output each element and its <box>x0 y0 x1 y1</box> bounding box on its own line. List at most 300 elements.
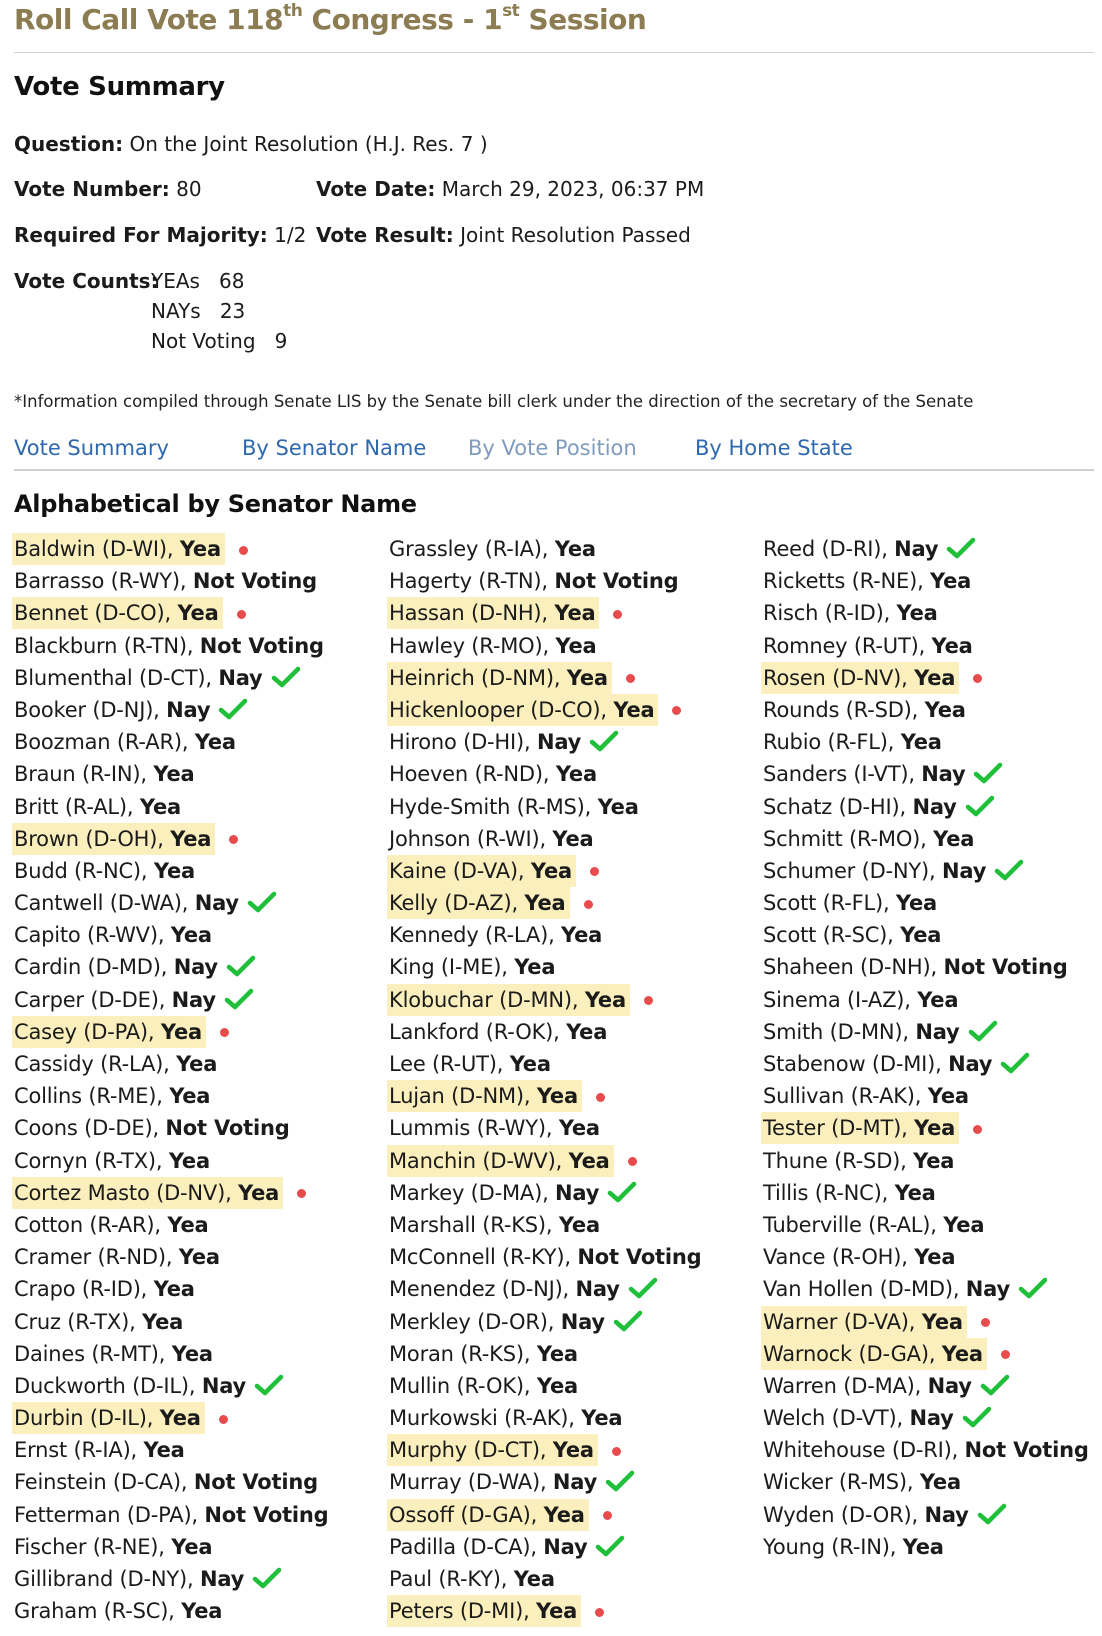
count-label: YEAs <box>151 269 200 293</box>
senator-name: Romney (R-UT), <box>763 633 932 658</box>
senator-name: Brown (D-OH), <box>14 826 171 851</box>
vote-position: Yea <box>558 1116 600 1141</box>
senator-entry <box>12 855 199 887</box>
senator-row <box>389 1306 705 1338</box>
senator-name: Tuberville (R-AL), <box>763 1212 944 1237</box>
senator-name: Bennet (D-CO), <box>14 601 178 626</box>
senator-row <box>389 1145 705 1177</box>
senator-row <box>14 1048 333 1080</box>
senator-name: Marshall (R-KS), <box>389 1212 559 1237</box>
checkmark-icon <box>1018 1277 1048 1299</box>
senator-row <box>763 1273 1093 1305</box>
checkmark-icon <box>226 955 256 977</box>
vote-position: Nay <box>166 697 211 722</box>
senator-name: Manchin (D-WV), <box>389 1148 569 1173</box>
count-label: Not Voting <box>151 329 256 353</box>
senator-row <box>389 1048 705 1080</box>
senator-row <box>763 1370 1093 1402</box>
senator-row <box>14 984 333 1016</box>
senator-name: Scott (R-SC), <box>763 923 901 948</box>
senator-name: Ricketts (R-NE), <box>763 569 931 594</box>
vote-position: Yea <box>524 891 566 916</box>
senator-entry <box>12 1080 214 1112</box>
senator-entry <box>12 1241 224 1273</box>
checkmark-icon <box>973 762 1003 784</box>
checkmark-icon <box>628 1277 658 1299</box>
vote-date-row <box>316 177 704 201</box>
senator-name: Murphy (D-CT), <box>389 1438 553 1463</box>
vote-position: Yea <box>552 826 594 851</box>
tab-by-senator-name[interactable]: By Senator Name <box>242 436 427 460</box>
vote-position: Yea <box>543 1502 585 1527</box>
vote-position: Yea <box>536 1373 578 1398</box>
senator-row <box>389 1177 705 1209</box>
count-nays <box>151 299 245 323</box>
senator-name: Cruz (R-TX), <box>14 1309 143 1334</box>
senator-entry <box>761 1112 959 1144</box>
vote-position: Yea <box>894 1180 936 1205</box>
vote-position: Yea <box>941 1341 983 1366</box>
vote-position: Yea <box>568 1148 610 1173</box>
senator-name: Wicker (R-MS), <box>763 1470 920 1495</box>
red-dot-marker <box>595 1608 604 1617</box>
vote-result-value: Joint Resolution Passed <box>460 223 691 247</box>
senator-row <box>389 1563 705 1595</box>
vote-position: Yea <box>555 633 597 658</box>
senator-row <box>389 919 705 951</box>
senator-entry <box>387 1402 626 1434</box>
senator-row <box>389 597 705 629</box>
red-dot-marker <box>596 1093 605 1102</box>
senator-name: Kennedy (R-LA), <box>389 923 562 948</box>
senator-row <box>14 1499 333 1531</box>
senator-name: Paul (R-KY), <box>389 1567 514 1591</box>
vote-position: Yea <box>153 1277 195 1302</box>
senator-row <box>763 1531 1093 1563</box>
senator-row <box>763 823 1093 855</box>
vote-position: Yea <box>927 1084 969 1109</box>
vote-position: Yea <box>919 1470 961 1495</box>
senator-name: Ernst (R-IA), <box>14 1438 144 1463</box>
senator-name: Hirono (D-HI), <box>389 730 537 755</box>
senator-name: Reed (D-RI), <box>763 537 895 561</box>
vote-position: Yea <box>168 1148 210 1173</box>
senator-row <box>14 951 333 983</box>
tab-by-home-state[interactable]: By Home State <box>695 436 853 460</box>
senator-row <box>14 1402 333 1434</box>
senator-name: Warren (D-MA), <box>763 1373 928 1398</box>
senator-name: Schumer (D-NY), <box>763 858 943 883</box>
senator-entry <box>387 597 599 629</box>
checkmark-icon <box>946 537 976 559</box>
senator-row <box>389 1338 705 1370</box>
senator-row <box>14 1112 333 1144</box>
senator-entry <box>761 984 962 1016</box>
senator-entry <box>387 1177 603 1209</box>
red-dot-marker <box>603 1511 612 1520</box>
count-yeas <box>151 269 245 293</box>
vote-position: Not Voting <box>193 1470 318 1495</box>
vote-date-label: Vote Date: <box>316 177 436 201</box>
vote-position: Yea <box>171 1534 213 1559</box>
senator-entry <box>12 1306 187 1338</box>
senator-name: Smith (D-MN), <box>763 1019 916 1044</box>
checkmark-icon <box>605 1470 635 1492</box>
title-text: Congress - 1 <box>302 3 503 36</box>
senator-row <box>763 565 1093 597</box>
vote-position: Yea <box>900 923 942 948</box>
vote-position: Yea <box>561 923 603 948</box>
senator-name: Collins (R-ME), <box>14 1084 170 1109</box>
vote-position: Nay <box>912 794 957 819</box>
red-dot-marker <box>644 996 653 1005</box>
vote-position: Nay <box>942 858 987 883</box>
senator-name: Hickenlooper (D-CO), <box>389 697 614 722</box>
senator-entry <box>387 855 576 887</box>
senator-name: Moran (R-KS), <box>389 1341 537 1366</box>
senator-entry <box>387 1499 589 1531</box>
vote-position: Yea <box>153 858 195 883</box>
senator-row <box>14 791 333 823</box>
senator-name: Murkowski (R-AK), <box>389 1406 582 1431</box>
senator-entry <box>387 1145 614 1177</box>
vote-position: Nay <box>199 1567 245 1591</box>
vote-date-value: March 29, 2023, 06:37 PM <box>441 177 705 201</box>
red-dot-marker <box>590 867 599 876</box>
vote-position: Not Voting <box>943 955 1068 980</box>
senator-entry <box>761 823 978 855</box>
question-row <box>14 132 488 156</box>
senator-row <box>389 887 705 919</box>
senator-entry <box>387 694 658 726</box>
senator-entry <box>12 1145 214 1177</box>
senator-name: Cassidy (R-LA), <box>14 1052 177 1076</box>
senator-entry <box>761 1370 976 1402</box>
senator-name: Coons (D-DE), <box>14 1116 166 1141</box>
red-dot-marker <box>219 1415 228 1424</box>
senator-entry <box>761 1466 965 1498</box>
senator-name: Risch (R-ID), <box>763 601 897 626</box>
senator-name: Lankford (R-OK), <box>389 1019 567 1044</box>
senator-entry <box>12 1273 199 1305</box>
senator-entry <box>12 758 198 790</box>
vote-position: Yea <box>170 923 212 948</box>
senator-row <box>763 887 1093 919</box>
senator-entry <box>387 1016 611 1048</box>
senator-entry <box>387 630 601 662</box>
senator-row <box>763 855 1093 887</box>
vote-position: Nay <box>560 1309 605 1334</box>
vote-position: Yea <box>914 665 956 690</box>
senator-entry <box>12 1563 248 1595</box>
count-not-voting <box>151 329 287 353</box>
checkmark-icon <box>271 666 301 688</box>
senator-name: Graham (R-SC), <box>14 1599 182 1624</box>
senator-name: Lummis (R-WY), <box>389 1116 559 1141</box>
senator-row <box>763 1177 1093 1209</box>
senator-row <box>763 533 1093 565</box>
vote-position: Not Voting <box>199 633 324 658</box>
senator-entry <box>761 1080 973 1112</box>
senator-entry <box>761 1338 987 1370</box>
senator-name: Blackburn (R-TN), <box>14 633 200 658</box>
senator-row <box>14 662 333 694</box>
vote-position: Yea <box>160 1019 202 1044</box>
checkmark-icon <box>980 1374 1010 1396</box>
vote-position: Nay <box>965 1277 1010 1302</box>
senator-name: Cardin (D-MD), <box>14 955 174 980</box>
senator-entry <box>12 791 185 823</box>
senator-row <box>389 823 705 855</box>
senator-entry <box>12 1338 217 1370</box>
senator-row <box>389 1112 705 1144</box>
red-dot-marker <box>612 1447 621 1456</box>
senator-name: Fischer (R-NE), <box>14 1534 172 1559</box>
vote-position: Yea <box>931 633 973 658</box>
vote-position: Yea <box>167 1212 209 1237</box>
senator-name: Cortez Masto (D-NV), <box>14 1180 239 1205</box>
vote-position: Nay <box>201 1373 247 1398</box>
vote-position: Nay <box>924 1502 969 1527</box>
senator-row <box>763 1241 1093 1273</box>
senator-row <box>763 597 1093 629</box>
senator-row <box>14 565 333 597</box>
vote-position: Yea <box>169 1084 211 1109</box>
senator-entry <box>387 1273 624 1305</box>
senator-row <box>389 1466 705 1498</box>
vote-position: Yea <box>914 1116 956 1141</box>
vote-position: Yea <box>554 537 596 561</box>
senator-entry <box>12 1402 205 1434</box>
senator-name: Capito (R-WV), <box>14 923 171 948</box>
vote-position: Nay <box>921 762 966 787</box>
senator-entry <box>12 597 223 629</box>
checkmark-icon <box>965 795 995 817</box>
senator-entry <box>12 1466 322 1498</box>
senator-name: Daines (R-MT), <box>14 1341 172 1366</box>
senator-entry <box>387 1241 705 1273</box>
senator-entry <box>12 1434 189 1466</box>
senator-entry <box>761 662 959 694</box>
senator-name: Rosen (D-NV), <box>763 665 915 690</box>
senator-name: Markey (D-MA), <box>389 1180 556 1205</box>
vote-position: Not Voting <box>554 569 679 594</box>
senator-name: Fetterman (D-PA), <box>14 1502 205 1527</box>
senator-entry <box>761 887 941 919</box>
title-superscript: th <box>283 0 303 21</box>
senator-row <box>389 1531 705 1563</box>
vote-position: Nay <box>552 1470 598 1495</box>
senator-entry <box>12 1209 212 1241</box>
senator-entry <box>387 1080 582 1112</box>
senator-entry <box>761 1145 958 1177</box>
senator-row <box>389 855 705 887</box>
checkmark-icon <box>977 1503 1007 1525</box>
majority-label: Required For Majority: <box>14 223 268 247</box>
senator-row <box>14 726 333 758</box>
senator-row <box>389 1016 705 1048</box>
senator-name: Ossoff (D-GA), <box>389 1502 544 1527</box>
senator-row <box>763 951 1093 983</box>
senator-entry <box>387 1112 604 1144</box>
vote-position: Yea <box>917 987 959 1012</box>
senator-entry <box>761 1016 964 1048</box>
vote-position: Yea <box>597 794 639 819</box>
divider <box>14 52 1094 53</box>
senator-name: Casey (D-PA), <box>14 1019 161 1044</box>
senator-name: Warner (D-VA), <box>763 1309 922 1334</box>
senator-row <box>389 951 705 983</box>
tab-by-vote-position[interactable]: By Vote Position <box>468 436 637 460</box>
senator-name: Duckworth (D-IL), <box>14 1373 202 1398</box>
senator-row <box>14 823 333 855</box>
senator-row <box>389 1370 705 1402</box>
majority-row <box>14 223 306 247</box>
senator-row <box>389 984 705 1016</box>
vote-position: Nay <box>894 537 939 561</box>
senator-entry <box>12 1499 333 1531</box>
vote-position: Yea <box>153 762 195 787</box>
senator-row <box>14 1434 333 1466</box>
red-dot-marker <box>237 610 246 619</box>
vote-position: Not Voting <box>165 1116 290 1141</box>
senator-entry <box>387 1048 555 1080</box>
senator-name: Hagerty (R-TN), <box>389 569 555 594</box>
vote-position: Yea <box>552 1438 594 1463</box>
senator-row <box>14 1563 333 1595</box>
senator-row <box>14 1306 333 1338</box>
senator-row <box>763 1466 1093 1498</box>
senator-row <box>763 662 1093 694</box>
checkmark-icon <box>962 1406 992 1428</box>
info-note: *Information compiled through Senate LIS by the Senate bill clerk under the direction of the secretary of the Senate <box>14 392 974 411</box>
senator-row <box>389 694 705 726</box>
vote-position: Yea <box>238 1180 280 1205</box>
checkmark-icon <box>254 1374 284 1396</box>
senator-row <box>763 1402 1093 1434</box>
senator-row <box>14 855 333 887</box>
senator-name: Sullivan (R-AK), <box>763 1084 928 1109</box>
vote-position: Yea <box>159 1406 201 1431</box>
senator-row <box>763 1209 1093 1241</box>
senator-entry <box>761 1048 996 1080</box>
title-text: Session <box>519 3 647 36</box>
senator-row <box>389 758 705 790</box>
vote-position: Yea <box>584 987 626 1012</box>
vote-position: Not Voting <box>192 569 317 594</box>
senator-row <box>14 1531 333 1563</box>
senator-name: Van Hollen (D-MD), <box>763 1277 966 1302</box>
checkmark-icon <box>613 1310 643 1332</box>
senator-entry <box>761 565 975 597</box>
senator-row <box>389 1402 705 1434</box>
senator-name: Merkley (D-OR), <box>389 1309 561 1334</box>
count-label: NAYs <box>151 299 201 323</box>
senator-row <box>14 1595 333 1627</box>
vote-position: Yea <box>177 601 219 626</box>
senator-name: Carper (D-DE), <box>14 987 172 1012</box>
vote-position: Yea <box>536 1599 578 1624</box>
senator-entry <box>387 1338 582 1370</box>
red-dot-marker <box>628 1157 637 1166</box>
question-label: Question: <box>14 132 124 156</box>
senator-row <box>14 919 333 951</box>
senator-row <box>763 1338 1093 1370</box>
senator-row <box>763 630 1093 662</box>
senator-entry <box>387 984 630 1016</box>
red-dot-marker <box>220 1028 229 1037</box>
senator-name: Menendez (D-NJ), <box>389 1277 576 1302</box>
senator-row <box>14 1338 333 1370</box>
count-value: 23 <box>219 299 246 323</box>
senator-entry <box>761 951 1072 983</box>
senator-name: Kelly (D-AZ), <box>389 891 525 916</box>
checkmark-icon <box>224 988 254 1010</box>
vote-position: Nay <box>536 730 582 755</box>
senator-column-3 <box>763 533 1093 1563</box>
vote-number-row <box>14 177 202 201</box>
senator-entry <box>761 1499 973 1531</box>
senator-name: Kaine (D-VA), <box>389 858 531 883</box>
vote-position: Yea <box>536 1084 578 1109</box>
senator-entry <box>387 791 643 823</box>
red-dot-marker <box>973 674 982 683</box>
vote-position: Nay <box>171 987 216 1012</box>
senator-name: Rubio (R-FL), <box>763 730 901 755</box>
vote-position: Nay <box>543 1534 588 1559</box>
checkmark-icon <box>252 1567 282 1589</box>
vote-position: Yea <box>896 601 938 626</box>
senator-name: Padilla (D-CA), <box>389 1534 544 1559</box>
red-dot-marker <box>626 674 635 683</box>
red-dot-marker <box>239 546 248 555</box>
senator-entry <box>12 951 222 983</box>
senator-name: Braun (R-IN), <box>14 762 154 787</box>
senator-row <box>763 694 1093 726</box>
senator-entry <box>12 1016 206 1048</box>
vote-position: Yea <box>921 1309 963 1334</box>
senator-entry <box>761 758 969 790</box>
vote-position: Yea <box>613 697 655 722</box>
senator-name: Cotton (R-AR), <box>14 1212 168 1237</box>
senator-row <box>14 1080 333 1112</box>
vote-position: Yea <box>178 1245 220 1270</box>
senator-entry <box>12 565 321 597</box>
vote-position: Yea <box>566 1019 608 1044</box>
tab-vote-summary[interactable]: Vote Summary <box>14 436 169 460</box>
senator-entry <box>387 662 612 694</box>
senator-entry <box>387 1466 601 1498</box>
senator-name: Welch (D-VT), <box>763 1406 910 1431</box>
vote-position: Yea <box>566 665 608 690</box>
vote-position: Yea <box>181 1599 223 1624</box>
vote-position: Yea <box>176 1052 218 1076</box>
senator-name: Schatz (D-HI), <box>763 794 913 819</box>
vote-number-label: Vote Number: <box>14 177 170 201</box>
vote-position: Yea <box>930 569 972 594</box>
senator-name: Baldwin (D-WI), <box>14 537 180 561</box>
senator-name: Hoeven (R-ND), <box>389 762 556 787</box>
vote-position: Yea <box>895 891 937 916</box>
senator-entry <box>387 758 601 790</box>
vote-position: Yea <box>914 1245 956 1270</box>
senator-entry <box>761 1434 1093 1466</box>
vote-position: Yea <box>143 1438 185 1463</box>
checkmark-icon <box>607 1181 637 1203</box>
senator-entry <box>387 887 570 919</box>
divider <box>14 469 1094 471</box>
vote-position: Nay <box>555 1180 600 1205</box>
